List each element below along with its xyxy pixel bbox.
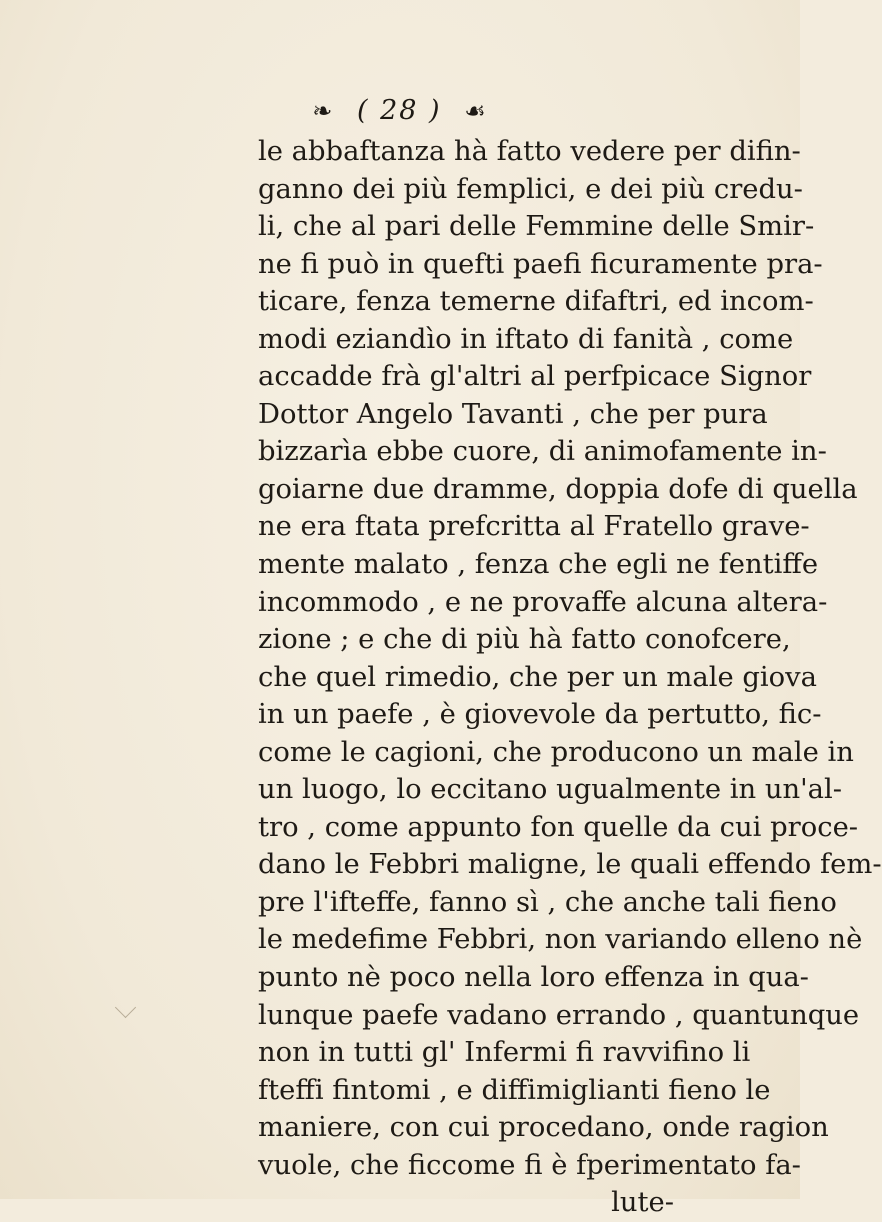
text-line: lunque paefe vadano errando , quantunque (258, 999, 860, 1031)
text-line: le abbaftanza hà fatto vedere per difin- (258, 136, 801, 167)
page-header (0, 94, 800, 126)
text-line: ne era ftata prefcritta al Fratello grave- (258, 511, 810, 543)
text-line: in un paefe , è giovevole da pertutto, fic- (258, 699, 822, 731)
text-line: vuole, che ficcome fi è fperimentato fa- (258, 1149, 801, 1181)
text-line: bizzarìa ebbe cuore, di animofamente in- (258, 436, 827, 468)
margin-mark (115, 997, 136, 1018)
text-line: zione ; e che di più hà fatto conofcere, (258, 624, 791, 656)
text-line: modi eziandìo in iftato di fanità , come (258, 323, 794, 355)
text-line: ne fi può in quefti paefi ficuramente pra- (258, 248, 823, 280)
catchword: lute- (611, 1187, 674, 1219)
text-line: fteffi fintomi , e diffimiglianti fieno le (258, 1074, 771, 1106)
text-line: tro , come appunto fon quelle da cui proce- (258, 811, 859, 843)
text-line: non in tutti gl' Infermi fi ravvifino li (258, 1037, 751, 1069)
text-line: punto nè poco nella loro effenza in qua- (258, 962, 809, 994)
right-ornament-icon: ☙ (464, 96, 488, 125)
text-line: accadde frà gl'altri al perfpicace Signor (258, 361, 812, 393)
text-line: ganno dei più femplici, e dei più credu- (258, 173, 803, 205)
text-line: mente malato , fenza che egli ne fentiffe (258, 549, 819, 581)
text-line: un luogo, lo eccitano ugualmente in un'al- (258, 774, 843, 806)
page-number: ( 28 ) (357, 95, 442, 126)
text-line: pre l'ifteffe, fanno sì , che anche tali fieno (258, 886, 837, 918)
text-line: ticare, fenza temerne difaftri, ed incom- (258, 286, 814, 318)
text-line: come le cagioni, che producono un male in (258, 736, 854, 768)
text-line: le medefime Febbri, non variando elleno nè (258, 924, 863, 956)
left-ornament-icon: ❧ (312, 96, 335, 125)
body-text (258, 133, 882, 1222)
text-line: li, che al pari delle Femmine delle Smir- (258, 211, 815, 243)
text-line: dano le Febbri maligne, le quali effendo fem- (258, 849, 882, 881)
text-line: incommodo , e ne provaffe alcuna altera- (258, 586, 828, 618)
text-line: Dottor Angelo Tavanti , che per pura (258, 398, 768, 430)
text-line: che quel rimedio, che per un male giova (258, 661, 817, 693)
text-line: goiarne due dramme, doppia dofe di quella (258, 473, 858, 505)
text-line: maniere, con cui procedano, onde ragion (258, 1112, 829, 1144)
